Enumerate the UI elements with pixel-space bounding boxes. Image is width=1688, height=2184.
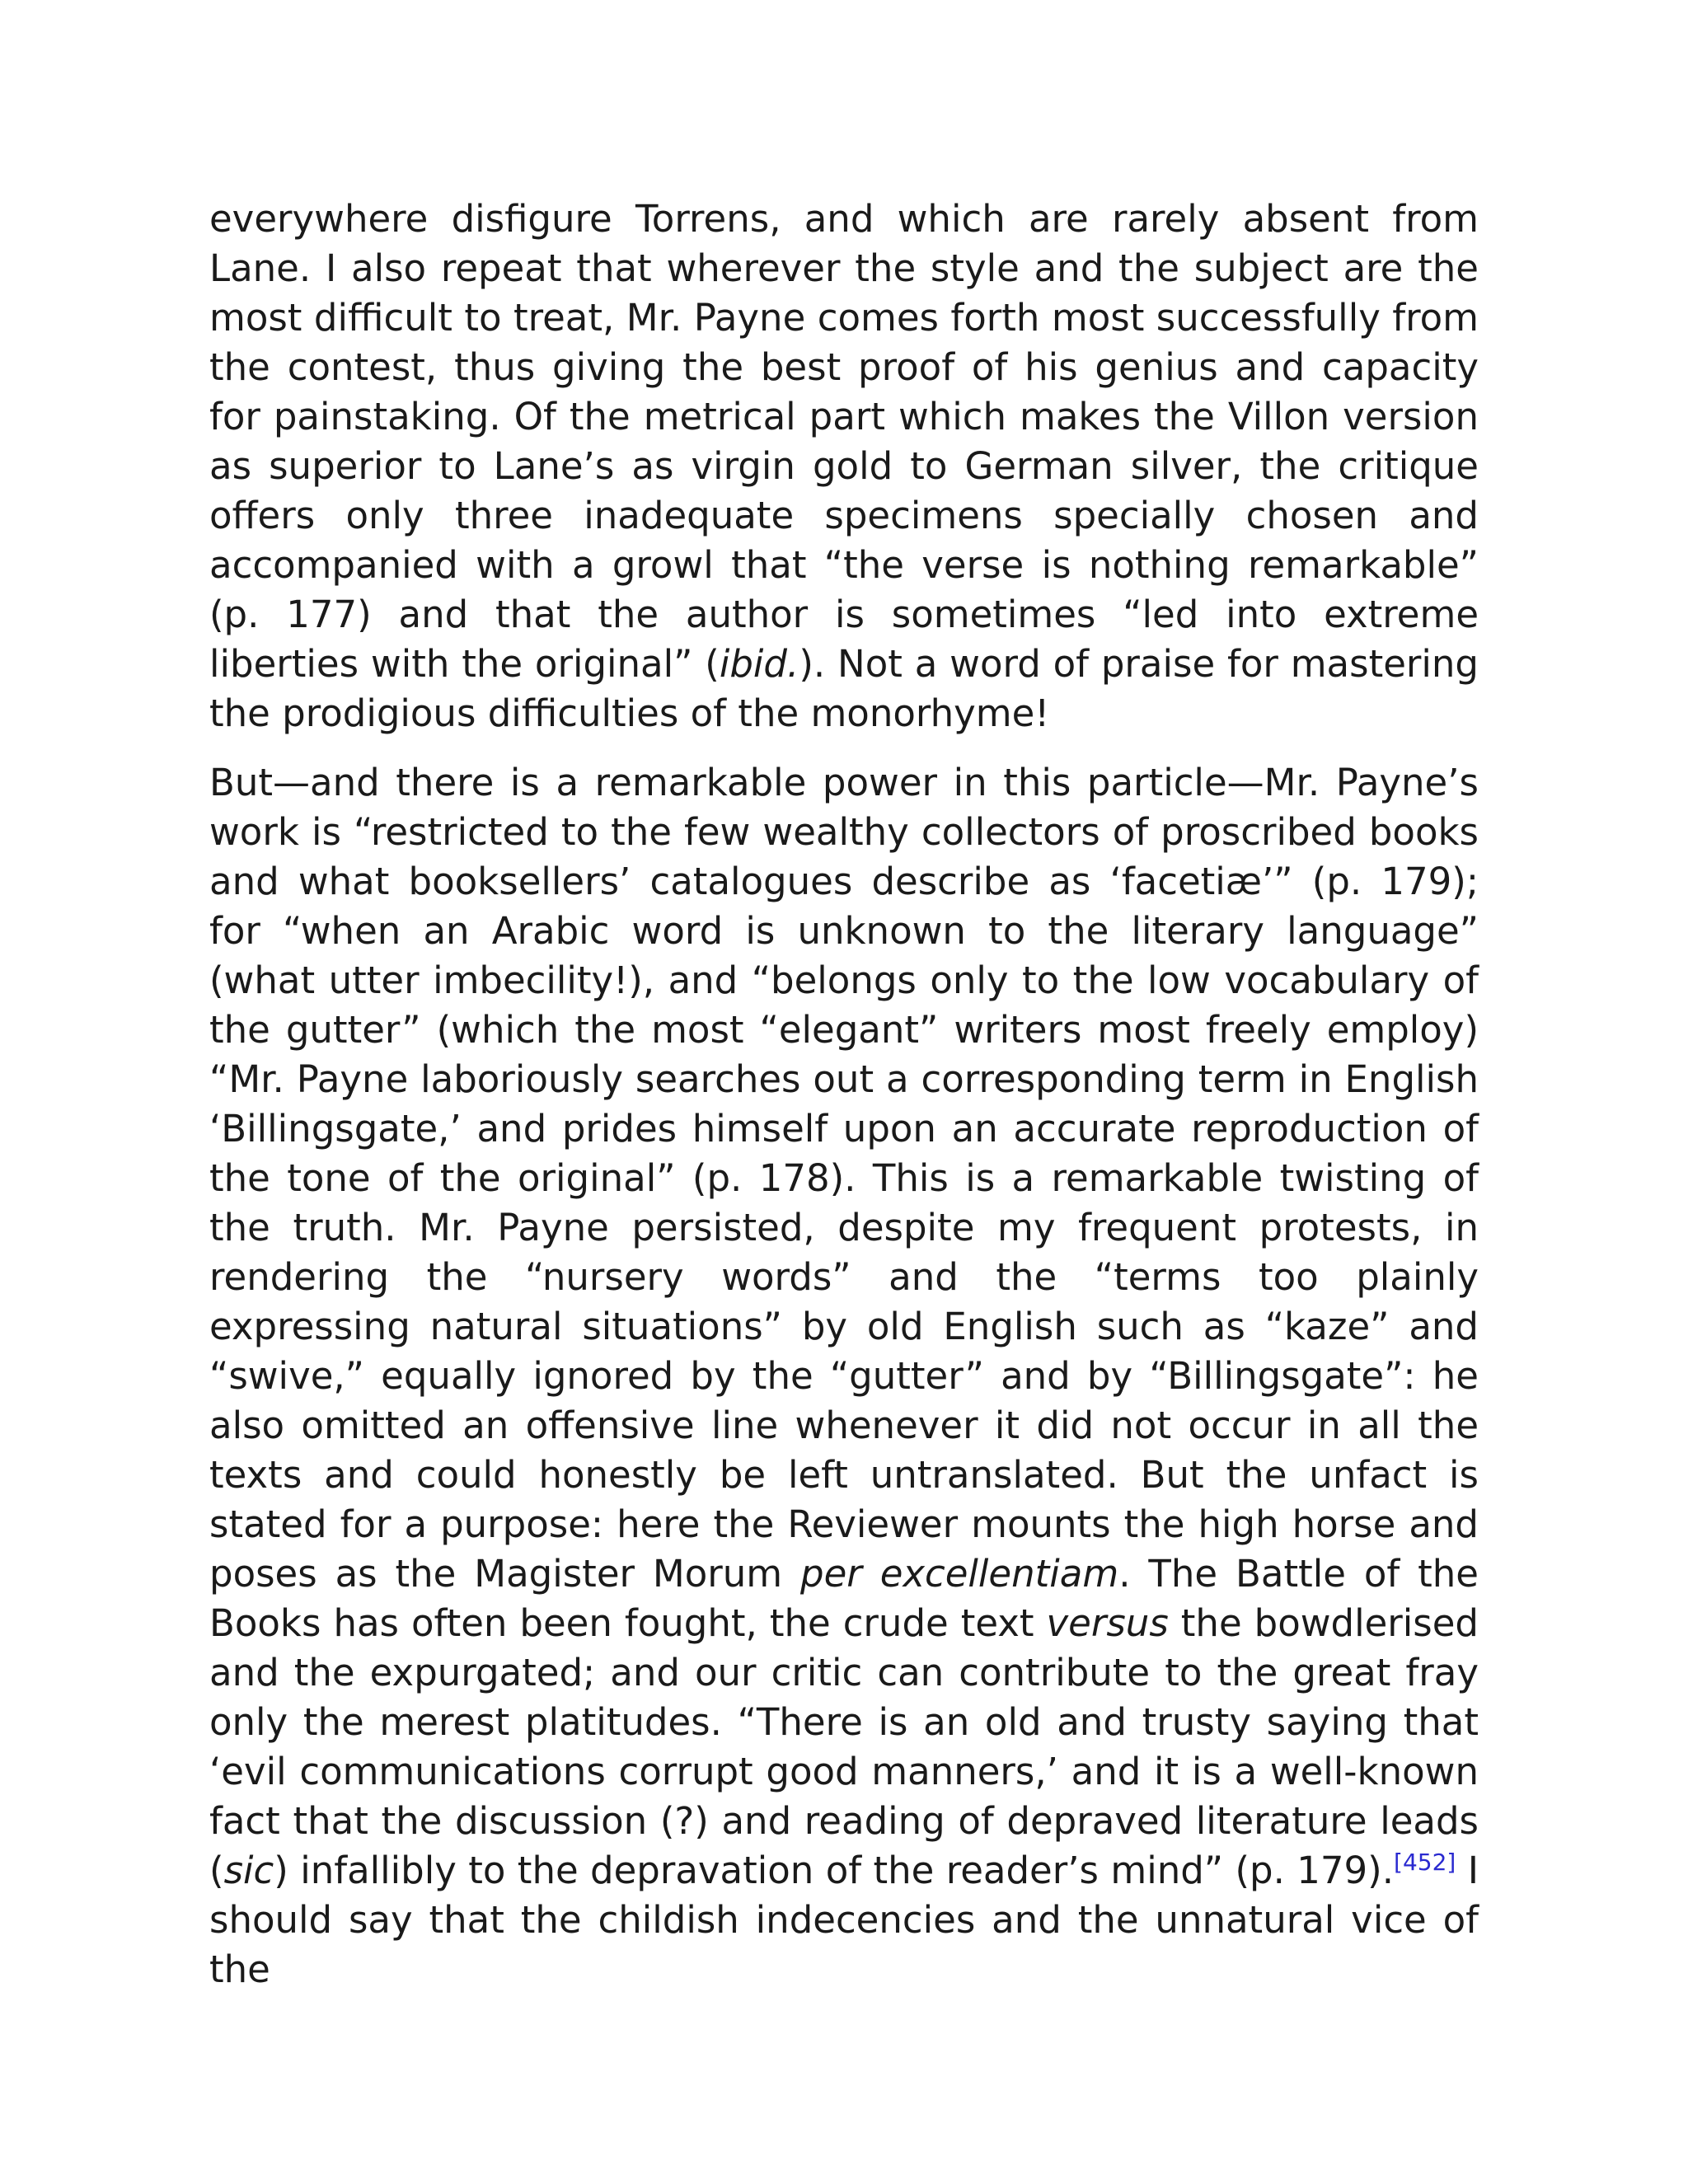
paragraph-1 bbox=[209, 194, 1479, 738]
italic-citation-ibid: ibid. bbox=[719, 642, 799, 686]
paragraph-text: everywhere disfigure Torrens, and which are rarely absent from Lane. I also repeat that wherever the style and the subject are the most difficult to treat, Mr. Payne comes forth most successfully from the contest, thus giving the best proof of his genius and capacity for painstaking. Of the metrical part which makes the Villon version as superior to Lane’s as virgin gold to German silver, the critique offers only three inadequate specimens specially chosen and accompanied with a growl that “the verse is nothing remarkable” (p. 177) and that the author is sometimes “led into extreme liberties with the original” ( bbox=[209, 197, 1479, 686]
paragraph-text: . The Battle of the Books has often been fought, the crude text bbox=[209, 1552, 1479, 1645]
italic-word-sic: sic bbox=[223, 1849, 274, 1892]
paragraph-text: ). Not a word of praise for mastering the prodigious difficulties of the monorhyme! bbox=[209, 642, 1479, 735]
paragraph-text: the bowdlerised and the expurgated; and our critic can contribute to the great fray only the merest platitudes. “There is an old and trusty saying that ‘evil communications corrupt good manners,’ and it is a well-known fact that the discussion (?) and reading of depraved literature leads ( bbox=[209, 1601, 1479, 1892]
page-body bbox=[209, 194, 1479, 1994]
italic-word-versus: versus bbox=[1046, 1601, 1169, 1645]
paragraph-text: I should say that the childish indecencies and the unnatural vice of the bbox=[209, 1849, 1479, 1991]
footnote-link-452[interactable]: [452] bbox=[1394, 1849, 1456, 1876]
paragraph-text: But—and there is a remarkable power in this particle—Mr. Payne’s work is “restricted to the few wealthy collectors of proscribed books and what booksellers’ catalogues describe as ‘facetiæ’” (p. 179); for “when an Arabic word is unknown to the literary language” (what utter imbecility!), and “belongs only to the low vocabulary of the gutter” (which the most “elegant” writers most freely employ) “Mr. Payne laboriously searches out a corresponding term in English ‘Billingsgate,’ and prides himself upon an accurate reproduction of the tone of the original” (p. 178). This is a remarkable twisting of the truth. Mr. Payne persisted, despite my frequent protests, in rendering the “nursery words” and the “terms too plainly expressing natural situations” by old English such as “kaze” and “swive,” equally ignored by the “gutter” and by “Billingsgate”: he also omitted an offensive line whenever it did not occur in all the texts and could honestly be left untranslated. But the unfact is stated for a purpose: here the Reviewer mounts the high horse and poses as the Magister Morum bbox=[209, 761, 1479, 1596]
paragraph-text: ) infallibly to the depravation of the reader’s mind” (p. 179). bbox=[274, 1849, 1395, 1892]
paragraph-2 bbox=[209, 758, 1479, 1994]
italic-phrase-per-excellentiam: per excellentiam bbox=[800, 1552, 1119, 1596]
